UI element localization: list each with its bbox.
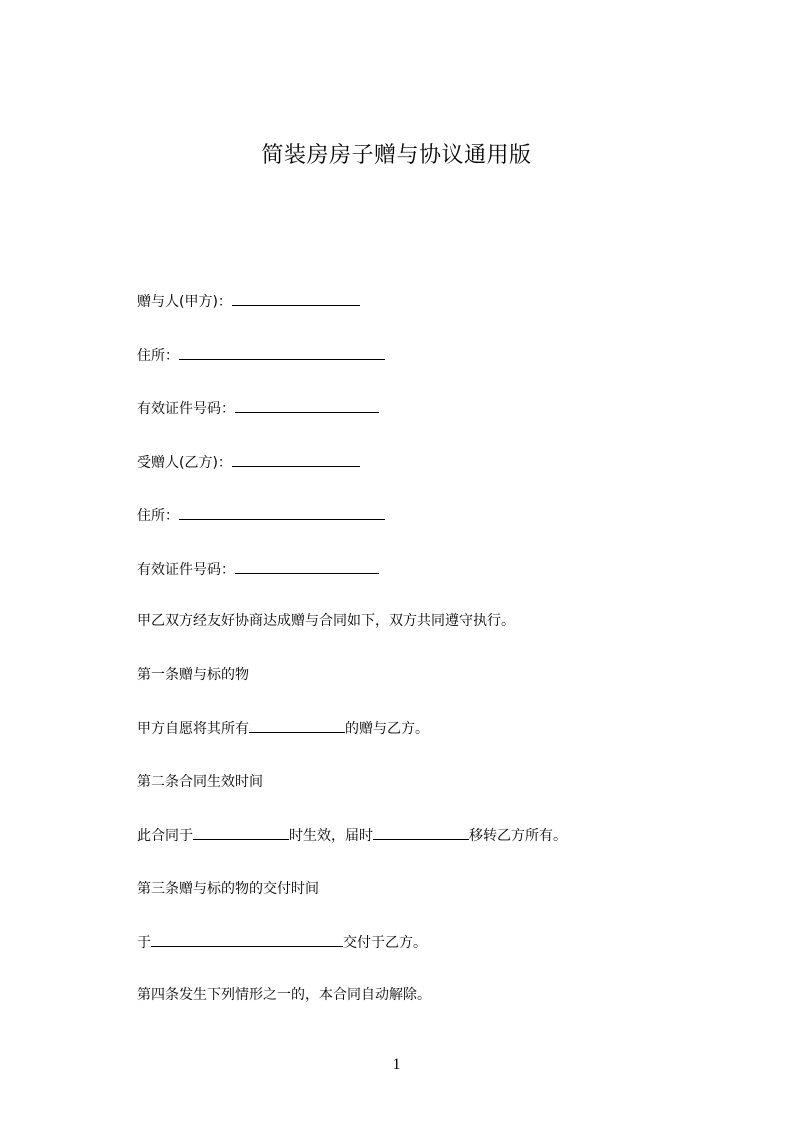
article-2-text-part: 此合同于 xyxy=(137,828,193,844)
donee-address-row xyxy=(137,505,385,526)
donor-address-row xyxy=(137,345,385,366)
transfer-object-blank[interactable] xyxy=(373,825,469,840)
article-1-text xyxy=(137,718,429,739)
article-1-text-part: 甲方自愿将其所有 xyxy=(137,721,249,737)
donee-name-blank[interactable] xyxy=(232,452,360,467)
article-2-text-part: 移转乙方所有。 xyxy=(469,828,567,844)
intro-paragraph: 甲乙双方经友好协商达成赠与合同如下，双方共同遵守执行。 xyxy=(137,613,515,629)
article-3-text-part: 于 xyxy=(137,935,151,951)
article-3-text-part: 交付于乙方。 xyxy=(343,935,427,951)
donee-address-blank[interactable] xyxy=(179,505,385,520)
article-2-text xyxy=(137,825,567,846)
donor-name-blank[interactable] xyxy=(232,291,360,306)
page-number: 1 xyxy=(392,1056,401,1073)
donee-field-row xyxy=(137,452,360,473)
donor-address-blank[interactable] xyxy=(179,345,385,360)
gift-object-blank[interactable] xyxy=(249,718,345,733)
article-2-text-part: 时生效，届时 xyxy=(289,828,373,844)
article-1-text-part: 的赠与乙方。 xyxy=(345,721,429,737)
article-2-heading: 第二条合同生效时间 xyxy=(137,774,263,790)
article-3-heading: 第三条赠与标的物的交付时间 xyxy=(137,881,319,897)
article-3-text xyxy=(137,932,427,953)
donor-id-row xyxy=(137,398,379,419)
donee-id-blank[interactable] xyxy=(235,559,379,574)
donor-address-label: 住所： xyxy=(137,348,179,364)
donee-label: 受赠人(乙方)： xyxy=(137,455,232,471)
article-4-heading: 第四条发生下列情形之一的，本合同自动解除。 xyxy=(137,987,431,1003)
document-title: 简装房房子赠与协议通用版 xyxy=(261,143,532,168)
donee-id-row xyxy=(137,559,379,580)
donor-field-row xyxy=(137,291,360,312)
donor-label: 赠与人(甲方)： xyxy=(137,294,232,310)
donor-id-label: 有效证件号码： xyxy=(137,401,235,417)
article-1-heading: 第一条赠与标的物 xyxy=(137,667,249,683)
donee-address-label: 住所： xyxy=(137,508,179,524)
delivery-time-blank[interactable] xyxy=(151,932,343,947)
donor-id-blank[interactable] xyxy=(235,398,379,413)
effective-time-blank[interactable] xyxy=(193,825,289,840)
donee-id-label: 有效证件号码： xyxy=(137,562,235,578)
